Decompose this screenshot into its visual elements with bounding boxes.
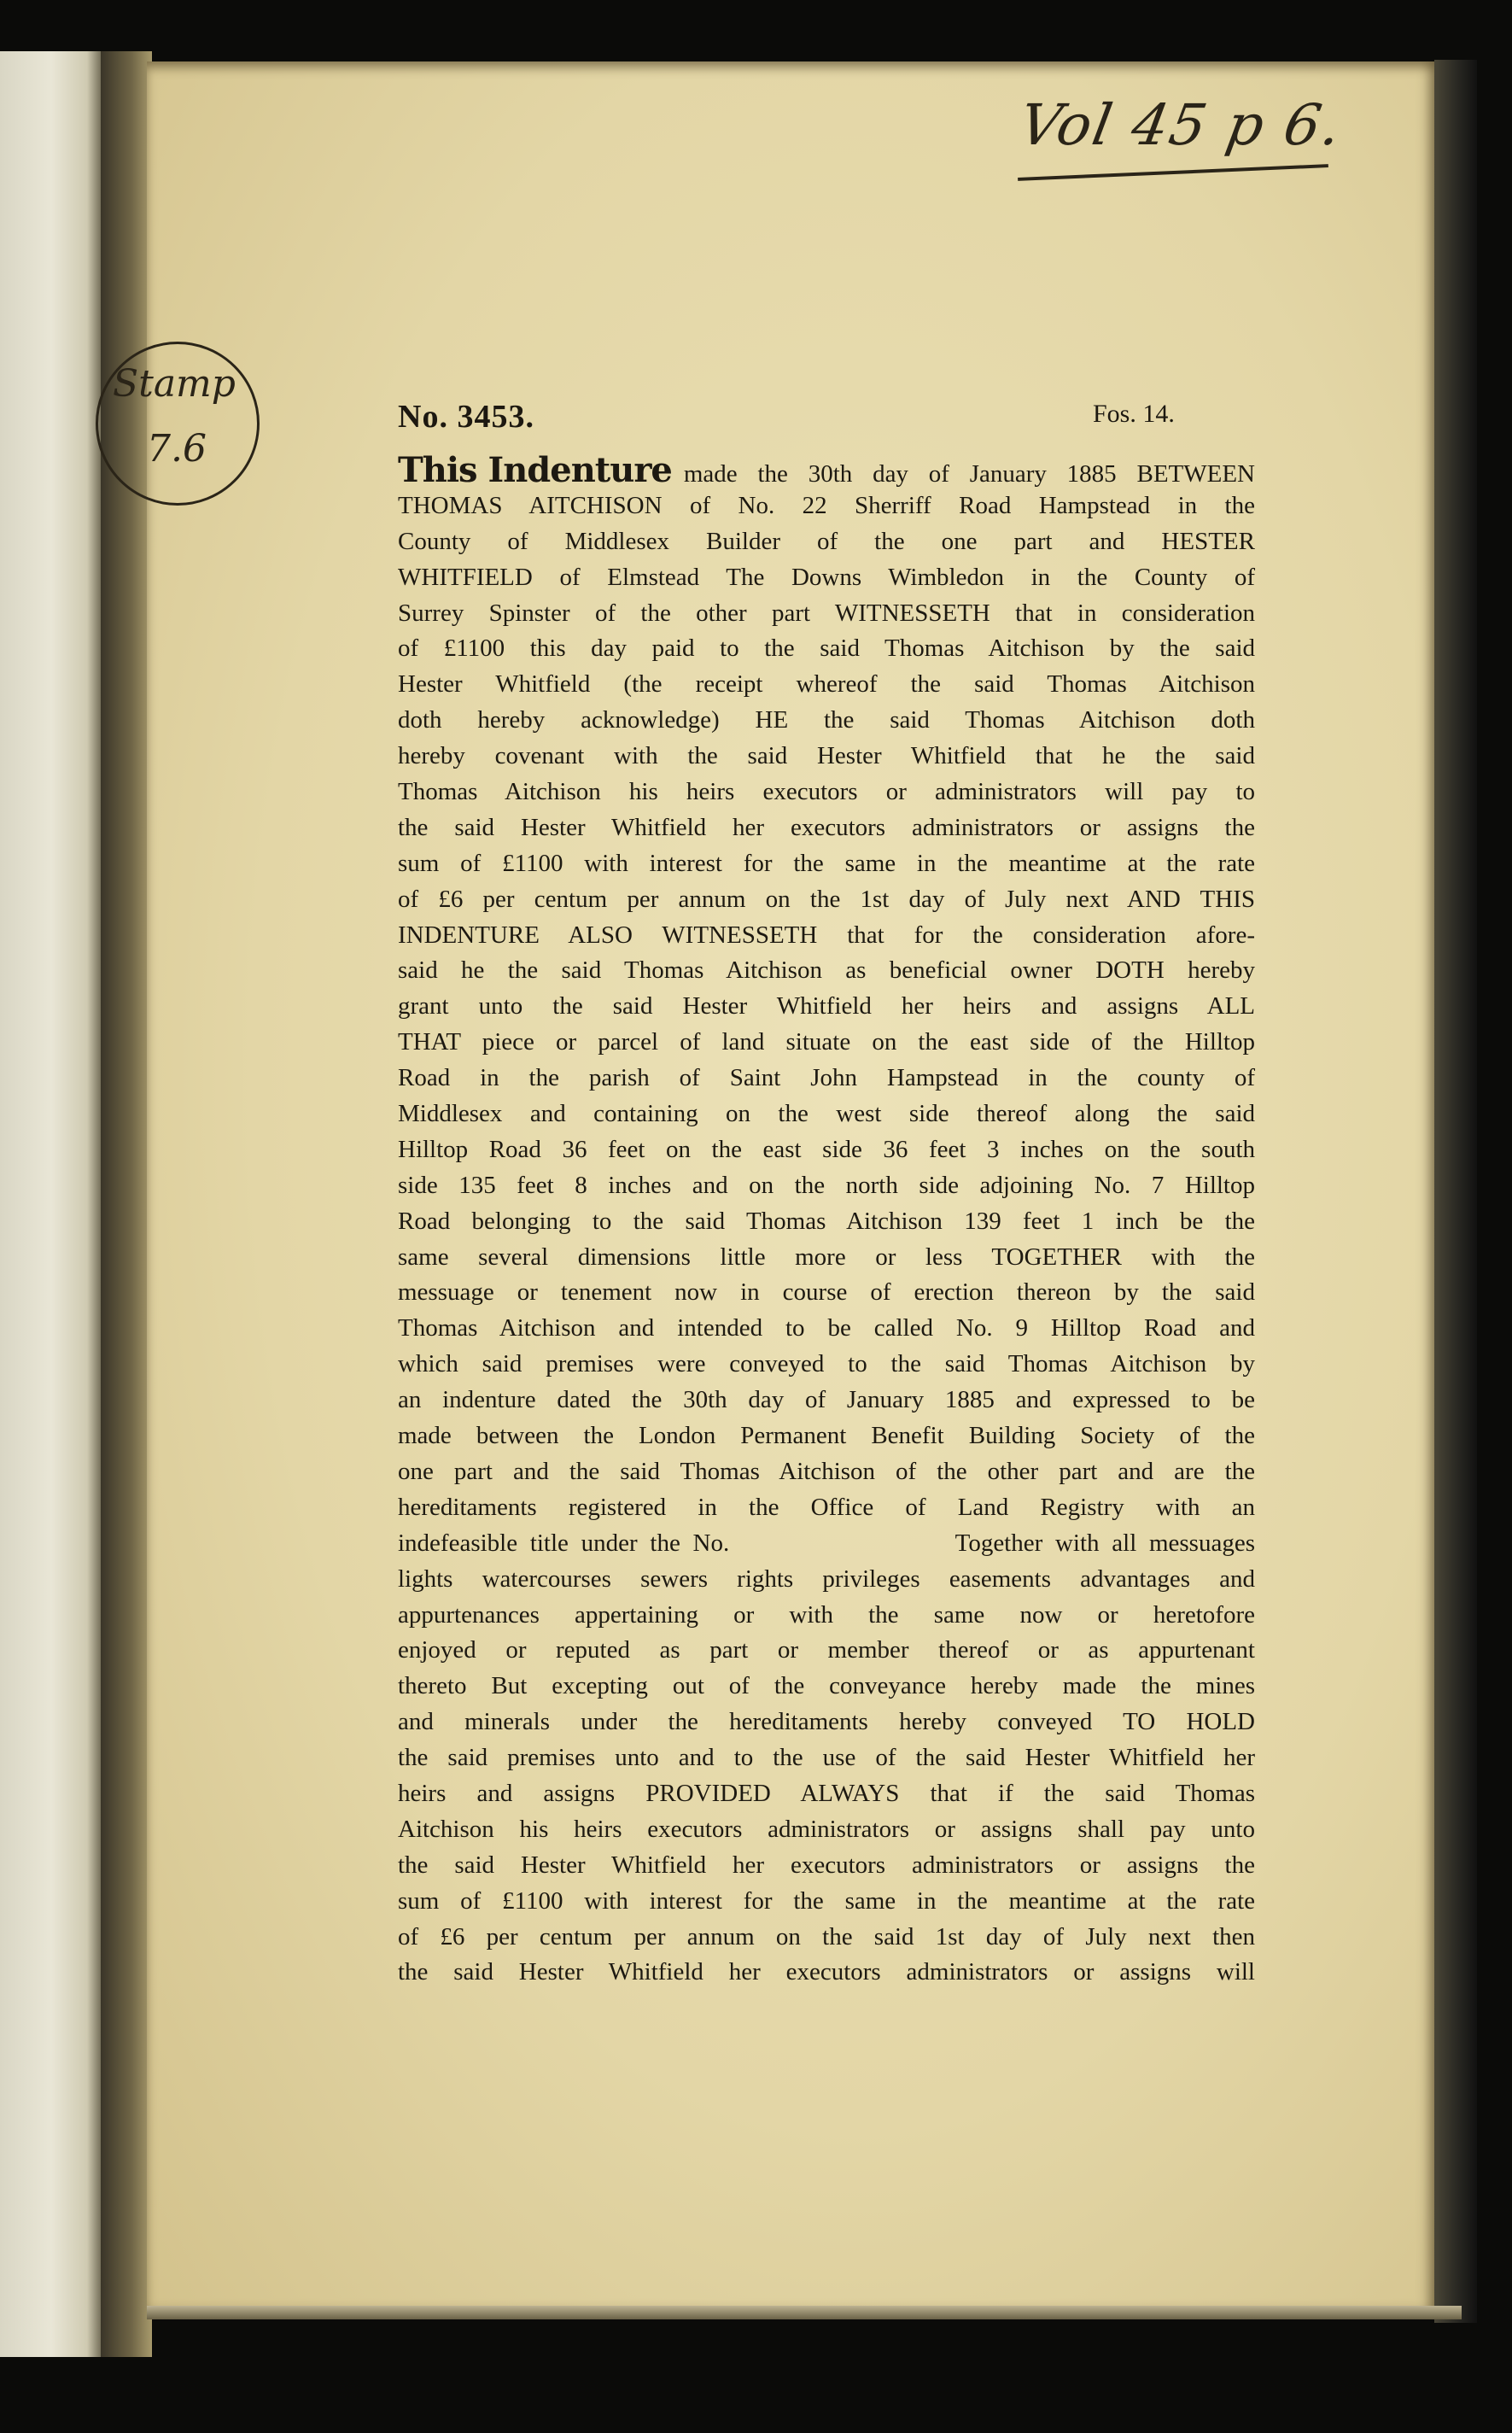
- deed-body: [398, 450, 1255, 1991]
- text-line: indefeasible title under the No. Together with all messuages: [398, 1529, 1255, 1557]
- text-line: hereby covenant with the said Hester Whitfield that he the said: [398, 742, 1255, 770]
- text-line: thereto But excepting out of the conveyance hereby made the mines: [398, 1672, 1255, 1700]
- text-line: WHITFIELD of Elmstead The Downs Wimbledon in the County of: [398, 563, 1255, 591]
- text-line: side 135 feet 8 inches and on the north side adjoining No. 7 Hilltop: [398, 1171, 1255, 1199]
- text-line: sum of £1100 with interest for the same in the meantime at the rate: [398, 1886, 1255, 1915]
- text-line: which said premises were conveyed to the said Thomas Aitchison by: [398, 1350, 1255, 1378]
- text-line: and minerals under the hereditaments hereby conveyed TO HOLD: [398, 1708, 1255, 1736]
- opening-line-text: made the 30th day of January 1885 BETWEEN: [683, 460, 1255, 488]
- text-line: same several dimensions little more or less TOGETHER with the: [398, 1243, 1255, 1271]
- text-line: made between the London Permanent Benefit Building Society of the: [398, 1422, 1255, 1450]
- text-line: said he the said Thomas Aitchison as beneficial owner DOTH hereby: [398, 956, 1255, 985]
- text-line: INDENTURE ALSO WITNESSETH that for the consideration afore-: [398, 921, 1255, 949]
- text-line: Aitchison his heirs executors administrators or assigns shall pay unto: [398, 1815, 1255, 1843]
- opening-heading: This Indenture: [398, 450, 672, 490]
- text-line: enjoyed or reputed as part or member thereof or as appurtenant: [398, 1636, 1255, 1664]
- text-line: Surrey Spinster of the other part WITNESSETH that in consideration: [398, 599, 1255, 627]
- text-line: the said Hester Whitfield her executors administrators or assigns will: [398, 1958, 1255, 1986]
- text-line: Thomas Aitchison his heirs executors or administrators will pay to: [398, 778, 1255, 806]
- text-line: hereditaments registered in the Office of Land Registry with an: [398, 1493, 1255, 1521]
- page-stack-edge: [147, 2306, 1462, 2319]
- text-line: Road in the parish of Saint John Hampstead in the county of: [398, 1064, 1255, 1092]
- text-line: Middlesex and containing on the west side thereof along the said: [398, 1100, 1255, 1128]
- body-lines: [398, 488, 1255, 1991]
- volume-reference-handwritten: Vol 45 p 6.: [1014, 92, 1348, 158]
- text-line: Hilltop Road 36 feet on the east side 36 feet 3 inches on the south: [398, 1135, 1255, 1163]
- text-line: grant unto the said Hester Whitfield her heirs and assigns ALL: [398, 992, 1255, 1021]
- text-line: messuage or tenement now in course of erection thereon by the said: [398, 1278, 1255, 1307]
- text-line: of £1100 this day paid to the said Thomas Aitchison by the said: [398, 635, 1255, 663]
- text-line: the said Hester Whitfield her executors administrators or assigns the: [398, 813, 1255, 841]
- text-line: THAT piece or parcel of land situate on the east side of the Hilltop: [398, 1028, 1255, 1056]
- adjacent-page-edge: [0, 51, 102, 2357]
- text-line: Thomas Aitchison and intended to be called No. 9 Hilltop Road and: [398, 1314, 1255, 1342]
- opening-line: [398, 450, 1255, 490]
- text-line: of £6 per centum per annum on the said 1st day of July next then: [398, 1922, 1255, 1950]
- stamp-value-handwritten: 7.6: [147, 427, 207, 471]
- text-line: appurtenances appertaining or with the same now or heretofore: [398, 1600, 1255, 1629]
- deed-number: No. 3453.: [398, 399, 534, 435]
- text-line: heirs and assigns PROVIDED ALWAYS that if the said Thomas: [398, 1779, 1255, 1807]
- text-line: County of Middlesex Builder of the one part and HESTER: [398, 527, 1255, 555]
- text-line: of £6 per centum per annum on the 1st day of July next AND THIS: [398, 885, 1255, 913]
- text-line: Hester Whitfield (the receipt whereof the said Thomas Aitchison: [398, 670, 1255, 699]
- text-line: an indenture dated the 30th day of January 1885 and expressed to be: [398, 1386, 1255, 1414]
- folio-count: Fos. 14.: [1093, 400, 1175, 428]
- text-line: sum of £1100 with interest for the same in the meantime at the rate: [398, 849, 1255, 877]
- text-line: one part and the said Thomas Aitchison of the other part and are the: [398, 1457, 1255, 1485]
- stamp-label-handwritten: Stamp: [113, 362, 236, 406]
- book-binding: [1434, 60, 1477, 2323]
- text-line: the said Hester Whitfield her executors administrators or assigns the: [398, 1851, 1255, 1879]
- text-line: lights watercourses sewers rights privileges easements advantages and: [398, 1564, 1255, 1593]
- text-line: the said premises unto and to the use of the said Hester Whitfield her: [398, 1744, 1255, 1772]
- text-line: THOMAS AITCHISON of No. 22 Sherriff Road Hampstead in the: [398, 491, 1255, 519]
- text-line: Road belonging to the said Thomas Aitchison 139 feet 1 inch be the: [398, 1207, 1255, 1235]
- text-line: doth hereby acknowledge) HE the said Thomas Aitchison doth: [398, 706, 1255, 734]
